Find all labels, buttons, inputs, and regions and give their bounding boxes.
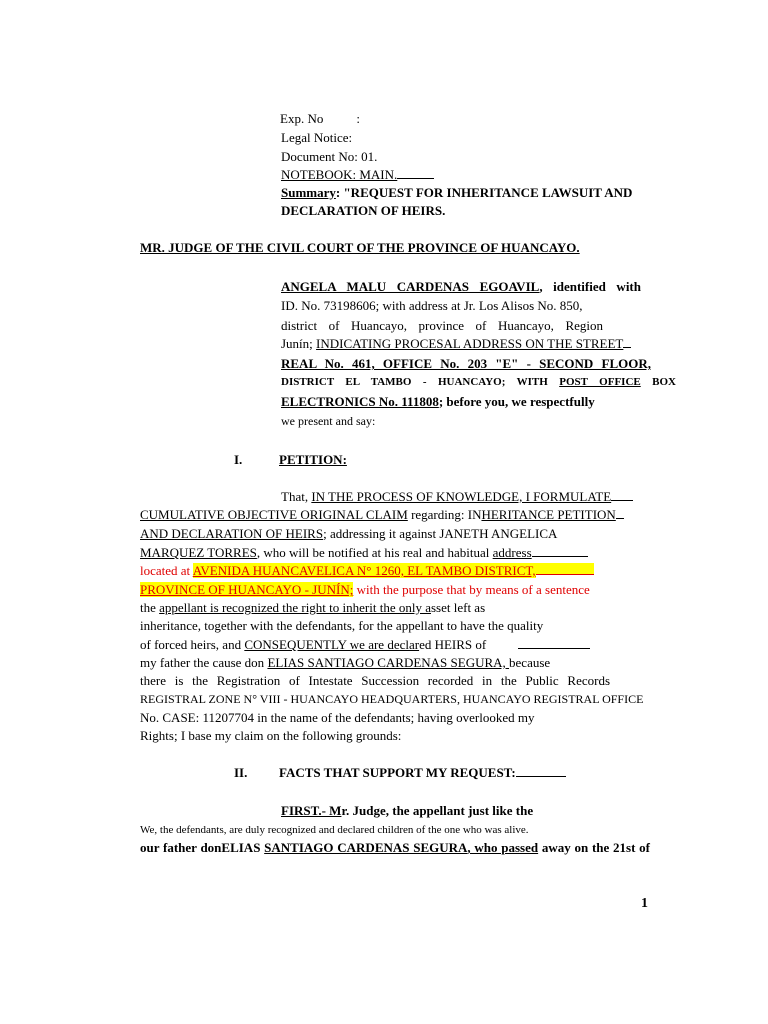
notebook-label: NOTEBOOK	[281, 167, 353, 182]
plaintiff-l6a: DISTRICT EL TAMBO - HUANCAYO; WITH	[281, 376, 560, 388]
summary-label: Summary	[281, 185, 336, 200]
exp-number	[280, 111, 360, 127]
plaintiff-l4a: Junín;	[281, 336, 317, 351]
plaintiff-line-7	[281, 394, 595, 410]
petition-line-4	[140, 545, 588, 561]
section-1-number: I.	[234, 452, 243, 467]
document-number: Document No: 01.	[281, 149, 378, 164]
summary-text: : "REQUEST FOR INHERITANCE LAWSUIT AND	[335, 185, 633, 200]
facts-l3a: our father don	[140, 840, 222, 855]
facts-l3b: ELIAS	[221, 840, 265, 855]
petition-line-12: REGISTRAL ZONE N° VIII - HUANCAYO HEADQUARTERS, HUANCAYO REGISTRAL OFFICE	[140, 692, 644, 706]
plaintiff-line-3: district of Huancayo, province of Huancayo, Region	[281, 318, 603, 333]
petition-l6b: with the purpose that by means of a sentence	[353, 582, 590, 597]
plaintiff-line-5: REAL No. 461, OFFICE No. 203 "E" - SECOND FLOOR,	[281, 356, 651, 371]
plaintiff-identified: , identified with	[539, 279, 641, 294]
facts-l3e: away on the 21st of	[538, 840, 650, 855]
petition-l7c: sset left as	[430, 600, 486, 615]
section-2-title-line	[279, 765, 566, 781]
petition-l9a: of forced heirs, and	[140, 637, 245, 652]
petition-line-14: Rights; I base my claim on the following grounds:	[140, 728, 402, 743]
judge-address: MR. JUDGE OF THE CIVIL COURT OF THE PROVINCE OF HUANCAYO.	[140, 240, 580, 255]
petition-line-3	[140, 526, 557, 542]
petition-l4c: address	[492, 545, 532, 560]
facts-l3c: SANTIAGO CARDENAS SEGURA	[264, 840, 468, 855]
plaintiff-line-8: we present and say:	[281, 414, 376, 428]
summary-line-2: DECLARATION OF HEIRS.	[281, 203, 446, 218]
first-fact-label: FIRST.- M	[281, 803, 342, 818]
legal-notice: Legal Notice:	[281, 130, 353, 145]
petition-line-10	[140, 655, 550, 671]
petition-line-11: there is the Registration of Intestate Succession recorded in the Public Records	[140, 673, 610, 688]
notebook-value: : MAIN.	[352, 167, 398, 182]
first-fact-text: r. Judge, the appellant just like the	[341, 803, 534, 818]
plaintiff-line-4	[281, 336, 631, 352]
petition-line-13: No. CASE: 11207704 in the name of the defendants; having overlooked my	[140, 710, 535, 725]
exp-label: Exp. No	[280, 111, 324, 126]
petition-l2c: HERITANCE PETITION	[481, 507, 616, 522]
plaintiff-line-6	[281, 374, 676, 390]
defendant-address-highlight: AVENIDA HUANCAVELICA N° 1260, EL TAMBO DISTRICT,	[192, 563, 536, 578]
petition-l9c: ed HEIRS of	[419, 637, 487, 652]
petition-line-6	[140, 582, 590, 598]
notebook-line	[281, 167, 434, 183]
petition-l2a: CUMULATIVE OBJECTIVE ORIGINAL CLAIM	[140, 507, 408, 522]
petition-line-7	[140, 600, 485, 616]
facts-line-2: We, the defendants, are duly recognized and declared children of the one who was alive.	[140, 824, 529, 836]
plaintiff-line-2: ID. No. 73198606; with address at Jr. Los Alisos No. 850,	[281, 298, 583, 313]
petition-line-8: inheritance, together with the defendants, for the appellant to have the quality	[140, 618, 544, 633]
petition-line-9	[140, 637, 590, 653]
facts-line-3	[140, 840, 650, 856]
plaintiff-l6c: BOX	[640, 376, 676, 388]
section-2-title: FACTS THAT SUPPORT MY REQUEST:	[279, 765, 516, 780]
petition-l7a: the	[140, 600, 160, 615]
electronics-number: ELECTRONICS No. 111808	[281, 394, 439, 409]
summary-line	[281, 185, 632, 201]
petition-l3b: ; addressing it against JANETH ANGELICA	[323, 526, 558, 541]
petition-l7b: appellant is recognized the right to inherit the only a	[159, 600, 431, 615]
province-highlight: PROVINCE OF HUANCAYO - JUNÍN;	[140, 582, 354, 597]
petition-line-2	[140, 507, 624, 523]
petition-l2b: regarding: IN	[407, 507, 482, 522]
page-number: 1	[641, 896, 648, 911]
petition-l10a: my father the cause don	[140, 655, 268, 670]
petition-l1b: IN THE PROCESS OF KNOWLEDGE, I FORMULATE	[311, 489, 612, 504]
petition-l3a: AND DECLARATION OF HEIRS	[140, 526, 324, 541]
petition-line-1	[281, 489, 633, 505]
petition-l9b: CONSEQUENTLY we are declar	[244, 637, 420, 652]
procesal-address-label: INDICATING PROCESAL ADDRESS ON THE STREET	[316, 336, 624, 351]
plaintiff-l7b: ; before you, we respectfully	[438, 394, 595, 409]
plaintiff-line-1	[281, 279, 641, 295]
first-fact-line	[281, 803, 533, 819]
father-name: ELIAS SANTIAGO CARDENAS SEGURA,	[267, 655, 510, 670]
facts-l3d: , who passed	[467, 840, 539, 855]
petition-l4b: , who will be notified at his real and habitual	[256, 545, 493, 560]
plaintiff-name: ANGELA MALU CARDENAS EGOAVIL	[281, 279, 540, 294]
post-office-label: POST OFFICE	[559, 376, 641, 388]
petition-l1a: That,	[281, 489, 312, 504]
section-2-number: II.	[234, 765, 248, 780]
petition-line-5	[140, 563, 594, 579]
exp-colon: :	[356, 111, 360, 126]
petition-l10c: because	[509, 655, 551, 670]
petition-l4a: MARQUEZ TORRES	[140, 545, 257, 560]
petition-l5a: located at	[140, 563, 193, 578]
section-1-title: PETITION:	[279, 452, 347, 467]
